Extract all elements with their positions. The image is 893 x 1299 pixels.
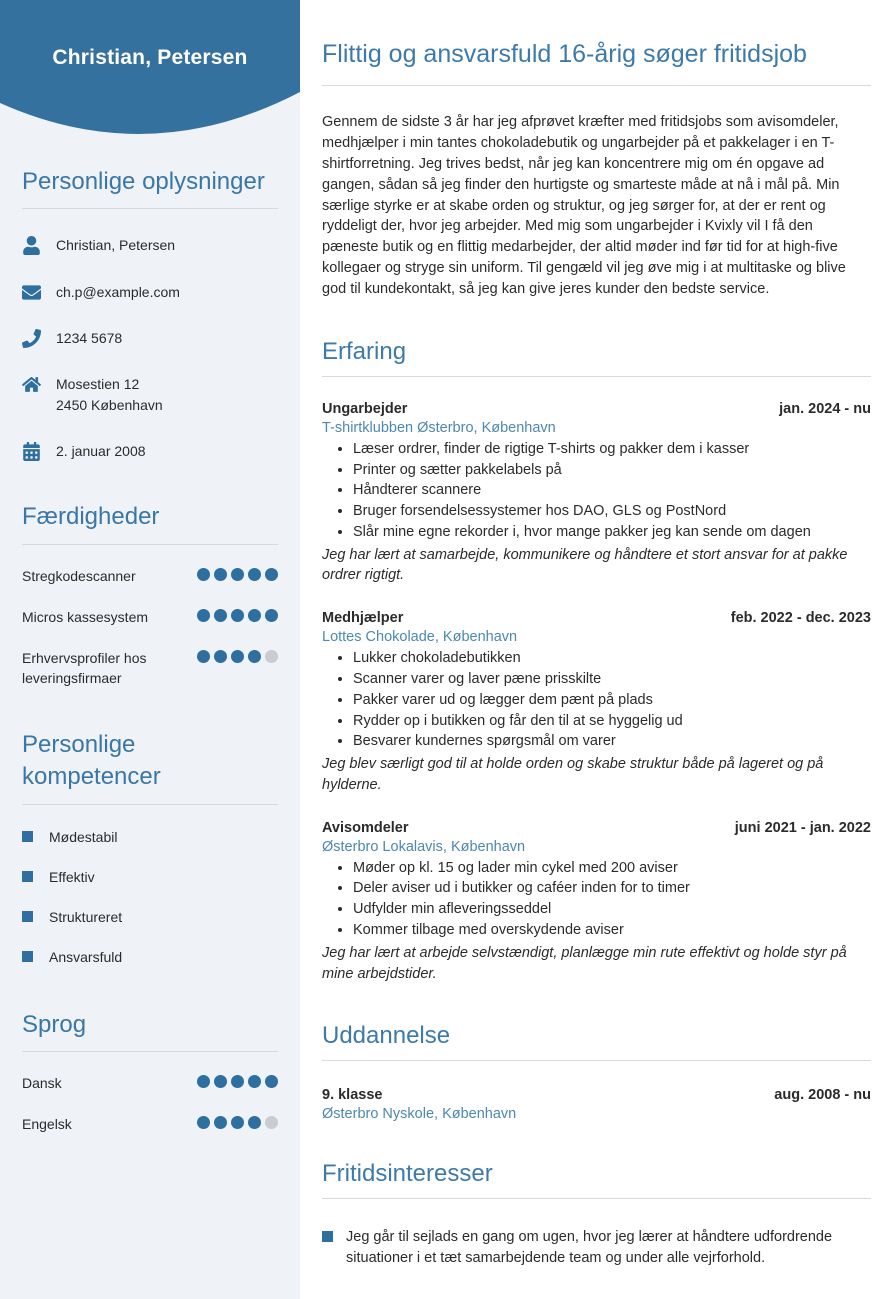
sidebar-content: [0, 140, 300, 1165]
education-entry: [322, 1087, 871, 1122]
calendar-icon: [22, 442, 41, 461]
home-icon: [22, 375, 41, 394]
interest-item: [322, 1227, 871, 1269]
contact-address-line1: Mosestien 12: [56, 376, 140, 393]
rating-dot: [265, 1075, 278, 1088]
job-bullet: • Udfylder min afleveringsseddel: [353, 899, 871, 920]
competency-label: Ansvarsfuld: [49, 948, 123, 965]
job-role: Medhjælper: [322, 610, 404, 627]
job-bullet: • Møder op kl. 15 og lader min cykel med 200 aviser: [353, 858, 871, 879]
job-bullet: • Scanner varer og laver pæne prisskilte: [353, 669, 871, 690]
contact-name-value: Christian, Petersen: [56, 237, 176, 254]
job-role: Ungarbejder: [322, 400, 408, 417]
skill-rating: [197, 609, 278, 622]
job-summary: Jeg har lært at arbejde selvstændigt, planlægge min rute effektivt og holde styr på mine arbejdstider.: [322, 944, 847, 982]
experience-entry: [322, 820, 871, 985]
section-title-education: Uddannelse: [322, 1022, 451, 1050]
cv-headline: Flittig og ansvarsfuld 16-årig søger fritidsjob: [322, 40, 807, 68]
language-label: Dansk: [22, 1074, 62, 1091]
contact-item-address: [22, 374, 278, 415]
square-bullet-icon: [322, 1231, 333, 1242]
skill-row: [22, 648, 278, 689]
education-period: aug. 2008 - nu: [774, 1087, 871, 1104]
contact-email-value: ch.p@example.com: [56, 283, 180, 300]
profile-text: Gennem de sidste 3 år har jeg afprøvet kræfter med fritidsjobs som avisomdeler, medhjælper i min tantes chokoladebutik og ungarbejder på et pakkelager i en T-shirtforretning. Jeg trives bedst, når jeg kan koncentrere mig om én opgave ad gangen, sådan så jeg finder den hurtigste og smarteste måde at nå i mål på. Min særlige styrke er at skabe orden og struktur, og jeg sørger for, at der er rent og ryddeligt der, hvor jeg arbejder. Med mig som ungarbejder i Kvixly vil I få den pæneste butik og en flittig medarbejder, der altid møder ind før tid for at high-five kollegaer og stryge sin uniform. Til gengæld vil jeg øve mig i at multitaske og blive god til kundekontakt, så jeg kan give jeres kunder den bedste service.: [322, 114, 846, 297]
job-period: feb. 2022 - dec. 2023: [730, 610, 871, 627]
experience-entry: [322, 610, 871, 795]
education-degree: 9. klasse: [322, 1087, 383, 1104]
job-bullet: • Rydder op i butikken og får den til at se hyggelig ud: [353, 711, 871, 732]
rating-dot: [197, 609, 210, 622]
rating-dot: [214, 1116, 227, 1129]
job-bullet: • Deler aviser ud i butikker og caféer inden for to timer: [353, 878, 871, 899]
rating-dot: [248, 609, 261, 622]
header-curve-shape: [0, 0, 300, 150]
skill-rating: [197, 568, 278, 581]
rating-dot: [248, 1075, 261, 1088]
contact-birthdate-value: 2. januar 2008: [56, 442, 146, 459]
rating-dot: [248, 1116, 261, 1129]
rating-dot: [248, 650, 261, 663]
section-title-personal-info: Personlige oplysninger: [22, 168, 265, 195]
sidebar: [0, 0, 300, 1299]
skill-row: [22, 566, 278, 586]
competency-label: Effektiv: [49, 868, 95, 885]
contact-list: [22, 235, 278, 461]
divider: [322, 1198, 871, 1199]
job-bullet: • Printer og sætter pakkelabels på: [353, 460, 871, 481]
rating-dot: [265, 609, 278, 622]
job-bullet-list: [322, 858, 871, 941]
phone-icon: [22, 329, 41, 348]
skill-label: Micros kassesystem: [22, 608, 149, 625]
skill-label: Stregkodescanner: [22, 567, 136, 584]
language-row: [22, 1114, 278, 1134]
main-column: [300, 0, 893, 1299]
contact-item-phone: [22, 328, 278, 348]
competency-item: [22, 829, 278, 845]
competency-item: [22, 869, 278, 885]
contact-item-email: [22, 282, 278, 302]
section-title-experience: Erfaring: [322, 337, 407, 365]
contact-item-birthdate: [22, 441, 278, 461]
rating-dot: [231, 650, 244, 663]
section-title-interests: Fritidsinteresser: [322, 1160, 493, 1188]
rating-dot: [231, 568, 244, 581]
divider: [322, 376, 871, 377]
job-bullet: • Lukker chokoladebutikken: [353, 648, 871, 669]
contact-phone-value: 1234 5678: [56, 329, 123, 346]
divider: [322, 1060, 871, 1061]
competency-list: [22, 829, 278, 965]
job-role: Avisomdeler: [322, 819, 409, 836]
square-bullet-icon: [22, 871, 33, 882]
rating-dot: [248, 568, 261, 581]
job-bullet-list: [322, 648, 871, 752]
rating-dot: [231, 1116, 244, 1129]
section-title-languages: Sprog: [22, 1010, 87, 1038]
job-period: jan. 2024 - nu: [779, 400, 871, 417]
rating-dot: [214, 609, 227, 622]
envelope-icon: [22, 283, 41, 302]
rating-dot: [197, 650, 210, 663]
job-company: Østerbro Lokalavis, København: [322, 838, 526, 855]
interest-text: Jeg går til sejlads en gang om ugen, hvor jeg lærer at håndtere udfordrende situationer i et tæt samarbejdende team og under alle vejrforhold.: [346, 1229, 833, 1267]
rating-dot: [265, 568, 278, 581]
contact-item-name: [22, 235, 278, 255]
job-bullet: • Pakker varer ud og lægger dem pænt på plads: [353, 690, 871, 711]
competency-item: [22, 909, 278, 925]
divider: [322, 85, 871, 86]
section-title-skills: Færdigheder: [22, 503, 160, 531]
rating-dot: [214, 650, 227, 663]
skill-list: [22, 566, 278, 689]
job-period: juni 2021 - jan. 2022: [734, 819, 871, 836]
job-summary: Jeg har lært at samarbejde, kommunikere og håndtere et stort ansvar for at pakke ordrer rigtigt.: [322, 546, 848, 584]
rating-dot: [197, 1075, 210, 1088]
rating-dot: [214, 568, 227, 581]
job-bullet: • Slår mine egne rekorder i, hvor mange pakker jeg kan sende om dagen: [353, 522, 871, 543]
divider: [22, 208, 278, 209]
competency-label: Struktureret: [49, 908, 123, 925]
user-icon: [22, 236, 41, 255]
divider: [22, 804, 278, 805]
rating-dot: [197, 1116, 210, 1129]
job-bullet: • Kommer tilbage med overskydende aviser: [353, 920, 871, 941]
language-rating: [197, 1075, 278, 1088]
rating-dot: [265, 650, 278, 663]
person-name: Christian, Petersen: [52, 46, 248, 69]
rating-dot: [231, 609, 244, 622]
section-title-competencies: Personlige kompetencer: [22, 730, 161, 791]
language-label: Engelsk: [22, 1116, 72, 1133]
divider: [22, 1051, 278, 1052]
experience-entry: [322, 401, 871, 586]
education-school: Østerbro Nyskole, København: [322, 1106, 517, 1123]
job-bullet: • Læser ordrer, finder de rigtige T-shirts og pakker dem i kasser: [353, 439, 871, 460]
skill-label: Erhvervsprofiler hos leveringsfirmaer: [22, 650, 147, 687]
job-company: T-shirtklubben Østerbro, København: [322, 419, 556, 436]
job-summary: Jeg blev særligt god til at holde orden og skabe struktur både på lageret og på hylderne.: [322, 755, 824, 793]
divider: [22, 544, 278, 545]
competency-item: [22, 949, 278, 965]
rating-dot: [197, 568, 210, 581]
square-bullet-icon: [22, 951, 33, 962]
language-row: [22, 1073, 278, 1093]
job-company: Lottes Chokolade, København: [322, 629, 518, 646]
sidebar-header: [0, 0, 300, 140]
square-bullet-icon: [22, 831, 33, 842]
contact-address-line2: 2450 København: [56, 396, 163, 413]
skill-row: [22, 607, 278, 627]
language-rating: [197, 1116, 278, 1129]
language-list: [22, 1073, 278, 1135]
job-bullet: • Bruger forsendelsessystemer hos DAO, GLS og PostNord: [353, 501, 871, 522]
skill-rating: [197, 650, 278, 663]
rating-dot: [265, 1116, 278, 1129]
rating-dot: [231, 1075, 244, 1088]
job-bullet: • Håndterer scannere: [353, 480, 871, 501]
competency-label: Mødestabil: [49, 828, 118, 845]
rating-dot: [214, 1075, 227, 1088]
job-bullet-list: [322, 439, 871, 543]
square-bullet-icon: [22, 911, 33, 922]
job-bullet: • Besvarer kundernes spørgsmål om varer: [353, 731, 871, 752]
